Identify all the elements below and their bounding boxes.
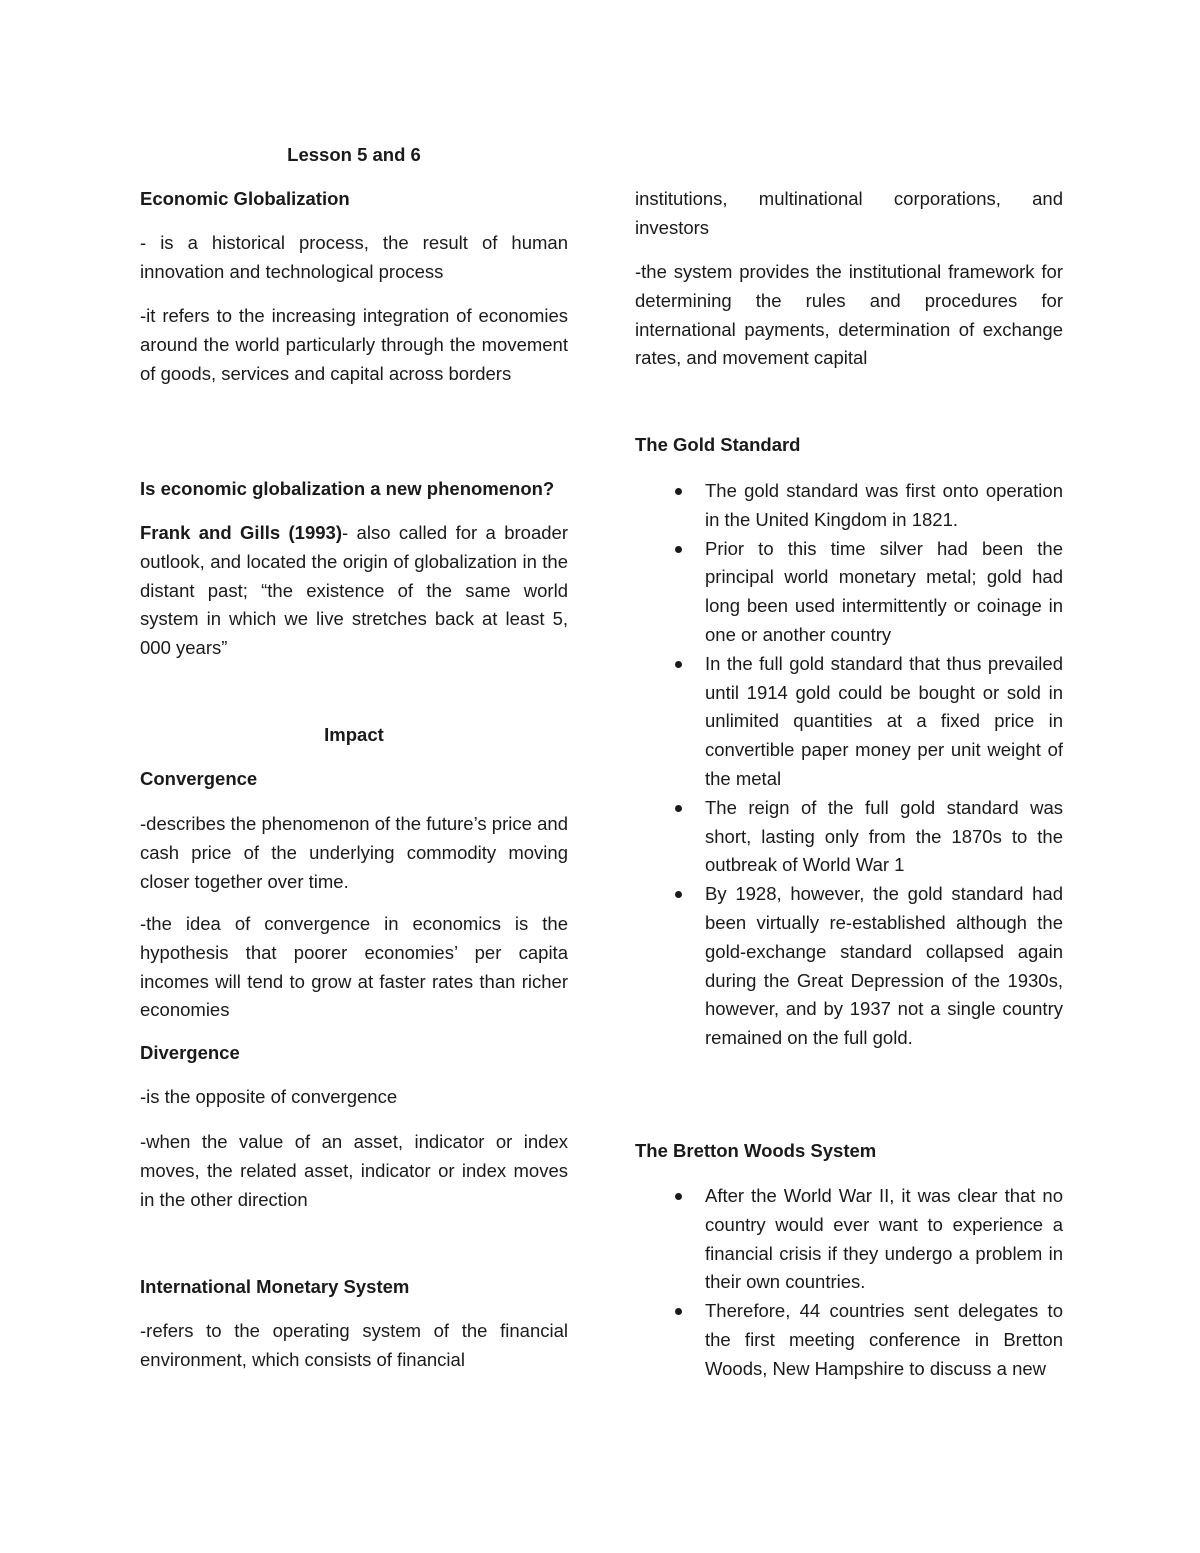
divergence-heading: Divergence	[140, 1042, 240, 1063]
bullet-icon	[675, 661, 682, 668]
list-item-text: By 1928, however, the gold standard had been virtually re-established although the gold-exchange standard collapsed again during the Great Depression of the 1930s, however, and by 1937 not a single country remained on the full gold.	[705, 883, 1063, 1049]
list-item	[635, 1182, 1063, 1297]
bretton-woods-list	[635, 1182, 1063, 1384]
divergence-explanation: -when the value of an asset, indicator or index moves, the related asset, indicator or index moves in the other direction	[140, 1131, 568, 1210]
list-item-text: The reign of the full gold standard was short, lasting only from the 1870s to the outbreak of World War 1	[705, 796, 1063, 876]
list-item-text: After the World War II, it was clear that no country would ever want to experience a financial crisis if they undergo a problem in their own countries.	[705, 1185, 1063, 1293]
ims-definition: -refers to the operating system of the financial environment, which consists of financial	[140, 1320, 568, 1370]
list-item	[635, 794, 1063, 880]
list-item	[635, 650, 1063, 794]
bullet-icon	[675, 546, 682, 553]
bullet-icon	[675, 891, 682, 898]
economic-globalization-definition: - is a historical process, the result of human innovation and technological process	[140, 232, 568, 282]
ims-framework: -the system provides the institutional framework for determining the rules and procedures for international payments, determination of exchange rates, and movement capital	[635, 261, 1063, 369]
international-monetary-system-heading: International Monetary System	[140, 1276, 410, 1297]
economic-globalization-integration: -it refers to the increasing integration of economies around the world particularly through the movement of goods, services and capital across borders	[140, 305, 568, 384]
bretton-woods-heading: The Bretton Woods System	[635, 1140, 877, 1161]
frank-gills-citation: Frank and Gills (1993)	[140, 522, 342, 543]
bullet-icon	[675, 488, 682, 495]
convergence-definition: -describes the phenomenon of the future’s price and cash price of the underlying commodity moving closer together over time.	[140, 813, 568, 892]
list-item	[635, 535, 1063, 650]
convergence-heading: Convergence	[140, 768, 258, 789]
list-item-text: The gold standard was first onto operation in the United Kingdom in 1821.	[705, 480, 1063, 530]
list-item	[635, 1297, 1063, 1383]
convergence-hypothesis: -the idea of convergence in economics is the hypothesis that poorer economies’ per capita incomes will tend to grow at faster rates than richer economies	[140, 913, 568, 1021]
divergence-definition: -is the opposite of convergence	[140, 1086, 398, 1107]
gold-standard-heading: The Gold Standard	[635, 434, 801, 455]
list-item	[635, 880, 1063, 1053]
list-item	[635, 477, 1063, 535]
economic-globalization-heading: Economic Globalization	[140, 188, 350, 209]
frank-gills-text: - also called for a broader outlook, and located the origin of globalization in the distant past; “the existence of the same world system in which we live stretches back at least 5, 000 years”	[140, 522, 568, 659]
ims-definition-continued: institutions, multinational corporations, and investors	[635, 188, 1063, 238]
frank-gills-paragraph	[140, 519, 568, 663]
list-item-text: Therefore, 44 countries sent delegates to the first meeting conference in Bretton Woods, New Hampshire to discuss a new	[705, 1300, 1063, 1379]
list-item-text: In the full gold standard that thus prevailed until 1914 gold could be bought or sold in unlimited quantities at a fixed price in convertible paper money per unit weight of the metal	[705, 652, 1063, 789]
gold-standard-list	[635, 477, 1063, 1053]
lesson-title: Lesson 5 and 6	[287, 144, 421, 165]
bullet-icon	[675, 1308, 682, 1315]
bullet-icon	[675, 805, 682, 812]
list-item-text: Prior to this time silver had been the principal world monetary metal; gold had long been used intermittently or coinage in one or another country	[705, 537, 1063, 645]
impact-heading: Impact	[324, 724, 384, 745]
bullet-icon	[675, 1193, 682, 1200]
new-phenomenon-question: Is economic globalization a new phenomenon?	[140, 478, 555, 499]
